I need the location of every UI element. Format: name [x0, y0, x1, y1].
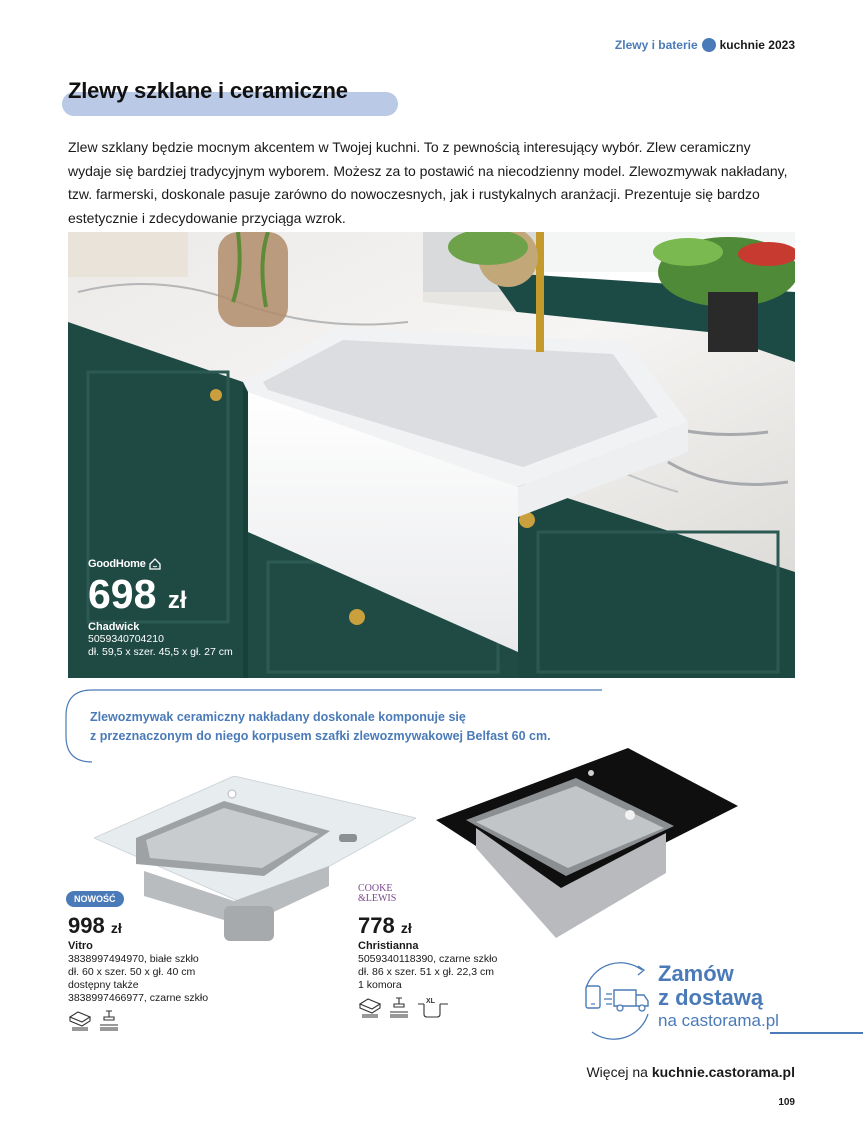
breadcrumb-section[interactable]: Zlewy i baterie — [614, 38, 698, 52]
cooke-logo-line-1: COOKE — [358, 883, 393, 894]
hero-price-currency: zł — [167, 587, 187, 614]
vitro-price — [68, 914, 208, 940]
hero-product-code: 5059340704210 — [88, 633, 164, 645]
delivery-promo[interactable] — [658, 962, 779, 1032]
hero-brand — [88, 558, 233, 570]
note-text — [90, 708, 551, 746]
vitro-line-2: dł. 60 x szer. 50 x gł. 40 cm — [68, 966, 196, 978]
delivery-line-1: Zamów — [658, 961, 734, 986]
hero-price — [88, 571, 233, 621]
christianna-price — [358, 914, 497, 940]
more-prefix: Więcej na — [586, 1064, 648, 1080]
christianna-line-1: 5059340118390, czarne szkło — [358, 953, 498, 965]
hero-product-name: Chadwick — [88, 621, 140, 633]
drain-installation-icon — [98, 1009, 120, 1031]
page-title: Zlewy szklane i ceramiczne — [68, 78, 348, 103]
vitro-price-currency: zł — [110, 920, 122, 936]
christianna-price-value: 778 — [358, 913, 395, 938]
hero-product-dims: dł. 59,5 x szer. 45,5 x gł. 27 cm — [88, 646, 233, 658]
vitro-feature-icons — [68, 1009, 208, 1031]
drain-installation-icon — [388, 996, 410, 1018]
christianna-line-2: dł. 86 x szer. 51 x gł. 22,3 cm — [358, 966, 494, 978]
breadcrumb-dot-icon — [702, 38, 716, 52]
vitro-price-value: 998 — [68, 913, 105, 938]
note-line-1: Zlewozmywak ceramiczny nakładany doskonale komponuje się — [90, 710, 466, 724]
delivery-link[interactable]: na castorama.pl — [658, 1011, 779, 1030]
new-badge: NOWOŚĆ — [66, 891, 124, 907]
page-number: 109 — [778, 1097, 795, 1108]
product-christianna — [358, 914, 497, 1018]
hero-brand-label: GoodHome — [88, 558, 146, 570]
vitro-line-4: 3838997466977, czarne szkło — [68, 992, 209, 1004]
home-icon — [149, 558, 161, 570]
christianna-price-currency: zł — [400, 920, 412, 936]
delivery-icon[interactable] — [574, 958, 660, 1044]
more-info — [586, 1064, 795, 1080]
vitro-line-1: 3838997494970, białe szkło — [68, 953, 199, 965]
breadcrumb-category: kuchnie 2023 — [719, 38, 795, 52]
cooke-lewis-logo — [358, 884, 396, 904]
hero-price-value: 698 — [88, 571, 157, 617]
countertop-mount-icon — [68, 1009, 92, 1031]
hero-price-tag — [88, 558, 233, 659]
note-line-2: z przeznaczonym do niego korpusem szafki zlewozmywakowej Belfast 60 cm. — [90, 729, 551, 743]
countertop-mount-icon — [358, 996, 382, 1018]
vitro-line-3: dostępny także — [68, 979, 139, 991]
intro-paragraph: Zlew szklany będzie mocnym akcentem w Twojej kuchni. To z pewnością interesujący wybór. Zlew ceramiczny wydaje się bardziej tradycyjnym wyborem. Możesz za to postawić na niecodzienny model. Zlewozmywak nakładany, tzw. farmerski, doskonale pasuje zarówno do nowoczesnych, jak i rustykalnych aranżacji. Prezentuje się bardzo estetycznie i zdecydowanie przyciąga wzrok. — [68, 139, 788, 226]
christianna-line-3: 1 komora — [358, 979, 402, 991]
delivery-divider — [770, 1032, 863, 1034]
delivery-line-2: z dostawą — [658, 985, 764, 1010]
cooke-logo-line-2: &LEWIS — [358, 893, 397, 904]
product-vitro — [68, 914, 208, 1031]
breadcrumb — [615, 38, 795, 52]
christianna-feature-icons — [358, 996, 497, 1018]
christianna-name: Christianna — [358, 940, 419, 952]
xl-bowl-icon — [416, 996, 450, 1018]
more-link[interactable]: kuchnie.castorama.pl — [651, 1064, 795, 1080]
xl-label: XL — [426, 998, 435, 1005]
vitro-name: Vitro — [68, 940, 93, 952]
